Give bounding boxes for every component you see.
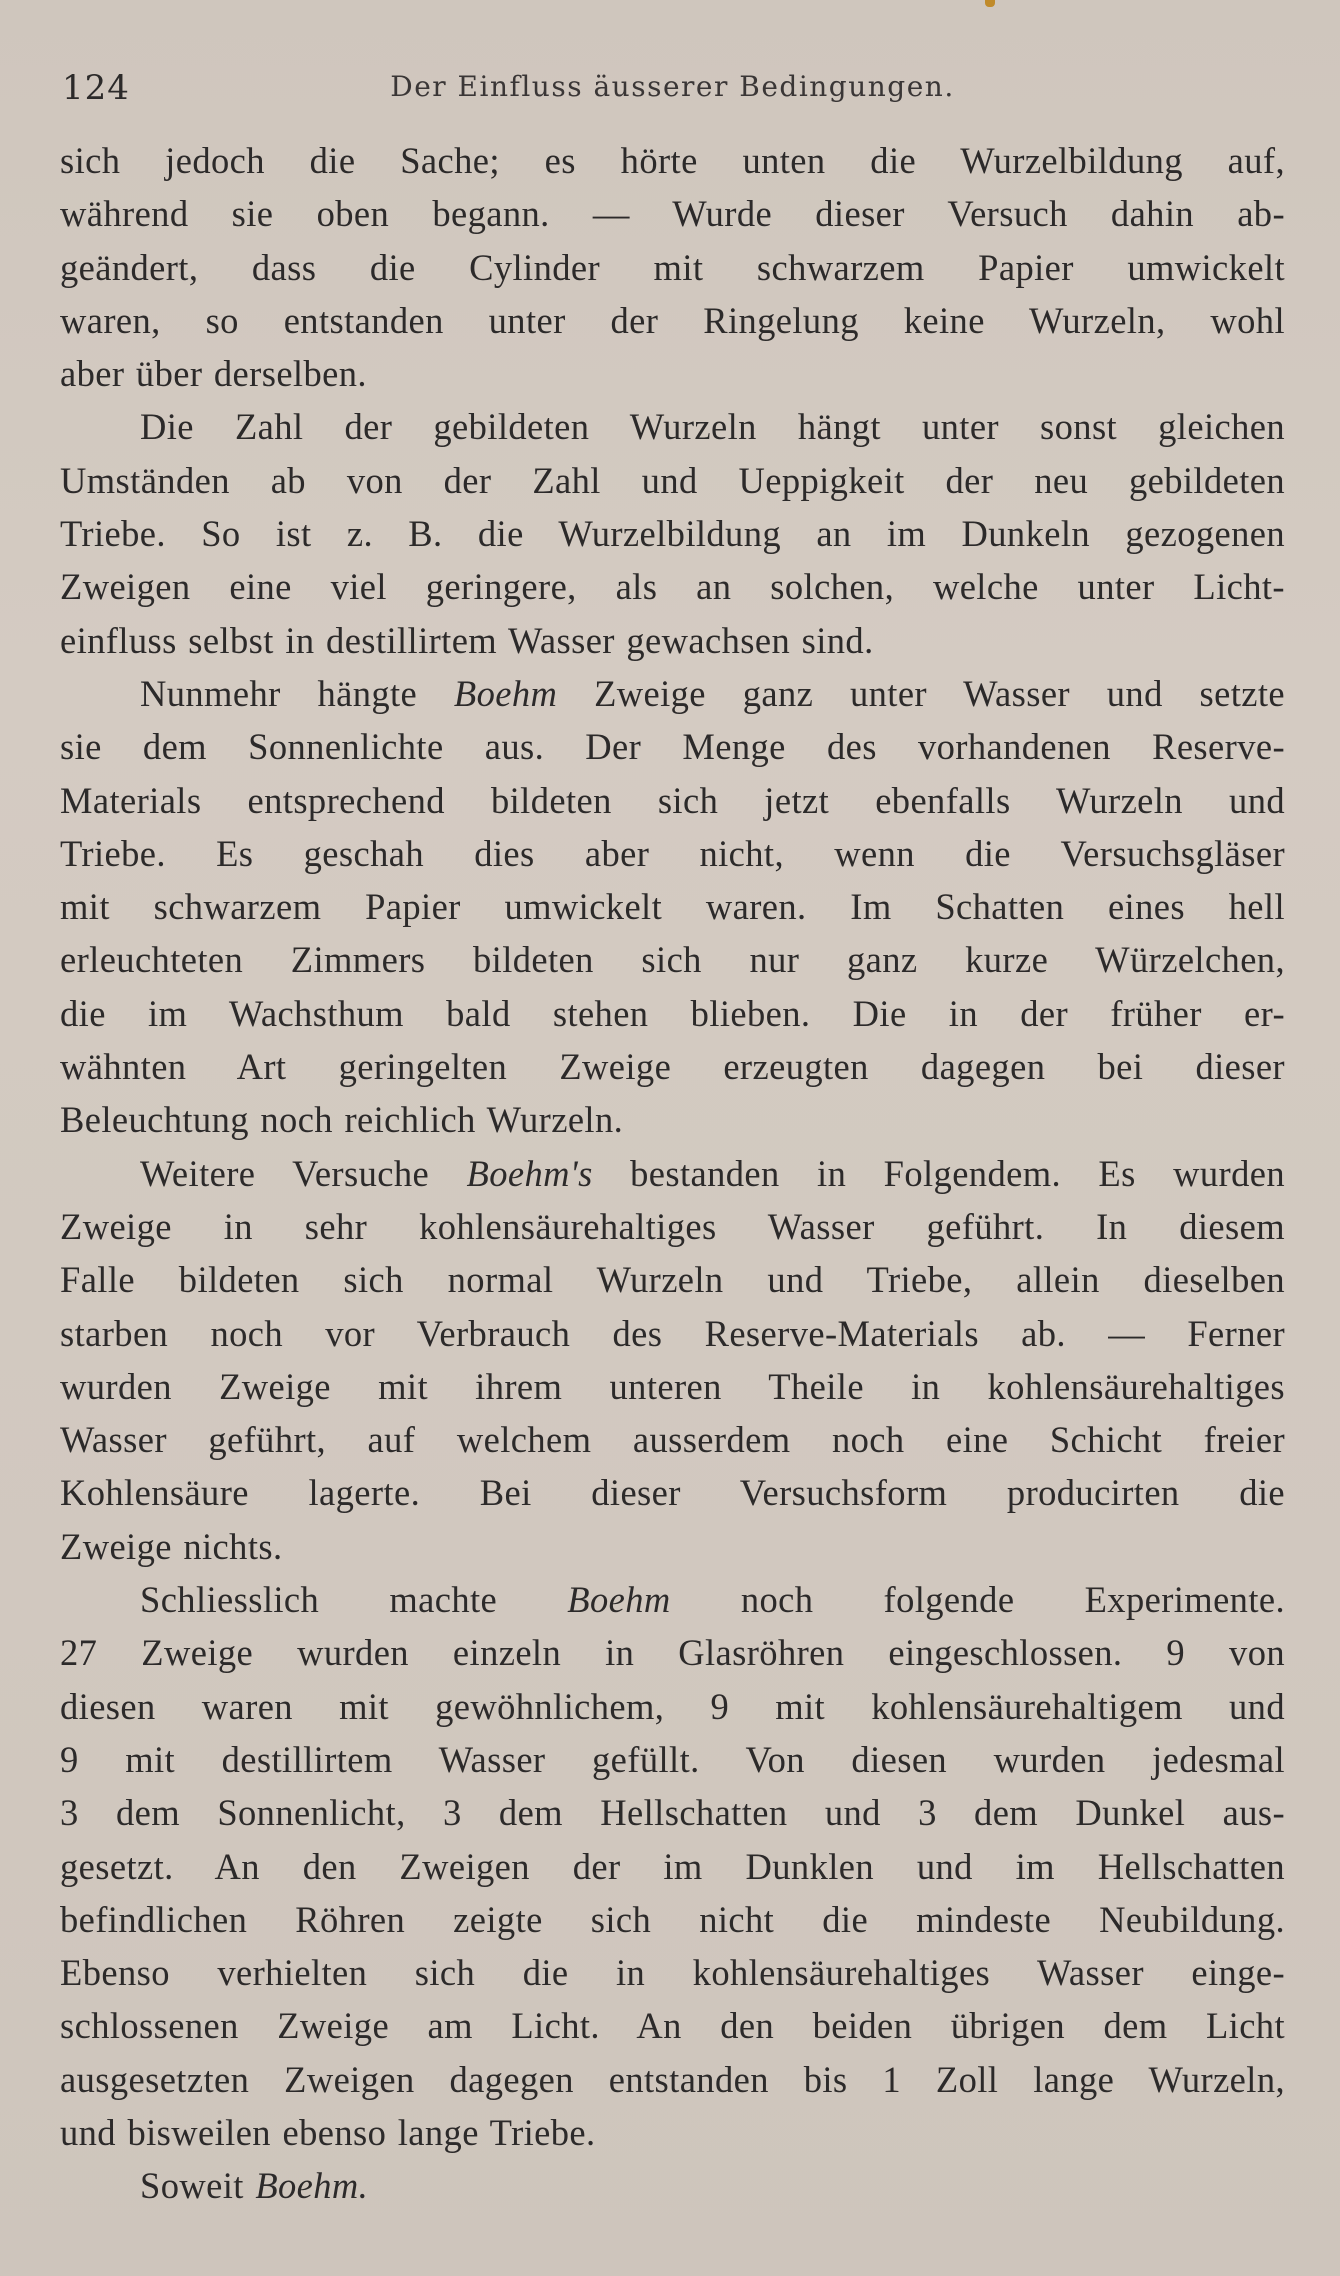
text-run: 27 Zweige wurden einzeln in Glasröhren eingeschlossen. 9 von [60,1632,1285,1674]
italic-name: Boehm [453,672,558,714]
paragraph [60,2159,1285,2212]
paragraph [60,1573,1285,2159]
text-run: erleuchteten Zimmers bildeten sich nur ganz kurze Würzelchen, [60,939,1285,981]
text-run: Soweit [140,2165,256,2207]
text-line [60,454,1285,507]
text-run: Ebenso verhielten sich die in kohlensäurehaltiges Wasser einge- [60,1952,1285,1994]
text-run: während sie oben begann. — Wurde dieser Versuch dahin ab- [60,193,1285,235]
italic-name: Boehm's [466,1152,593,1194]
text-line [60,1999,1285,2052]
text-line [60,933,1285,986]
text-line [60,614,1285,667]
text-line [60,187,1285,240]
text-line [60,1573,1285,1626]
text-line [60,880,1285,933]
text-run: Zweige ganz unter Wasser und setzte [557,672,1285,714]
book-page [60,60,1285,2240]
text-line [60,294,1285,347]
text-run: aber über derselben. [60,353,367,395]
text-line [60,1626,1285,1679]
text-run: waren, so entstanden unter der Ringelung keine Wurzeln, wohl [60,299,1285,341]
text-run: geändert, dass die Cylinder mit schwarzem Papier umwickelt [60,246,1285,288]
text-run: bestanden in Folgendem. Es wurden [592,1152,1285,1194]
text-run: noch folgende Experimente. [670,1579,1285,1621]
text-line [60,1680,1285,1733]
text-line [60,1520,1285,1573]
text-run: Zweigen eine viel geringere, als an solchen, welche unter Licht- [60,566,1285,608]
text-line [60,827,1285,880]
text-line [60,400,1285,453]
text-run: wurden Zweige mit ihrem unteren Theile in kohlensäurehaltiges [60,1365,1285,1407]
text-line [60,1840,1285,1893]
text-run: Materials entsprechend bildeten sich jetzt ebenfalls Wurzeln und [60,779,1285,821]
text-run: Nunmehr hängte [140,672,454,714]
text-run: Schliesslich machte [140,1579,568,1621]
text-line [60,1307,1285,1360]
text-run: Die Zahl der gebildeten Wurzeln hängt unter sonst gleichen [140,406,1285,448]
text-run: die im Wachsthum bald stehen blieben. Die in der früher er- [60,992,1285,1034]
text-line [60,2053,1285,2106]
text-line [60,1413,1285,1466]
text-line [60,1040,1285,1093]
text-run: Zweige in sehr kohlensäurehaltiges Wasser geführt. In diesem [60,1205,1285,1247]
text-run: ausgesetzten Zweigen dagegen entstanden bis 1 Zoll lange Wurzeln, [60,2058,1285,2100]
text-run: Kohlensäure lagerte. Bei dieser Versuchsform producirten die [60,1472,1285,1514]
text-run: Zweige nichts. [60,1525,283,1567]
italic-name: Boehm [567,1579,671,1621]
running-title: Der Einfluss äusserer Bedingungen. [390,70,955,103]
text-line [60,774,1285,827]
text-run: befindlichen Röhren zeigte sich nicht die mindeste Neubildung. [60,1898,1285,1940]
text-run: Umständen ab von der Zahl und Ueppigkeit der neu gebildeten [60,459,1285,501]
paragraph [60,134,1285,400]
paragraph [60,1147,1285,1573]
text-run: Weitere Versuche [140,1152,467,1194]
text-run: mit schwarzem Papier umwickelt waren. Im Schatten eines hell [60,886,1285,928]
text-run: schlossenen Zweige am Licht. An den beiden übrigen dem Licht [60,2005,1285,2047]
text-run: diesen waren mit gewöhnlichem, 9 mit kohlensäurehaltigem und [60,1685,1285,1727]
text-run: sie dem Sonnenlichte aus. Der Menge des vorhandenen Reserve- [60,726,1285,768]
italic-name: Boehm. [255,2165,369,2207]
text-run: gesetzt. An den Zweigen der im Dunklen und im Hellschatten [60,1845,1285,1887]
text-run: starben noch vor Verbrauch des Reserve-Materials ab. — Ferner [60,1312,1285,1354]
text-line [60,507,1285,560]
text-line [60,1946,1285,1999]
text-run: Wasser geführt, auf welchem ausserdem noch eine Schicht freier [60,1419,1285,1461]
text-line [60,1733,1285,1786]
text-run: Triebe. So ist z. B. die Wurzelbildung an im Dunkeln gezogenen [60,513,1285,555]
text-run: Triebe. Es geschah dies aber nicht, wenn die Versuchsgläser [60,832,1285,874]
paragraph [60,667,1285,1147]
text-line [60,1147,1285,1200]
text-line [60,134,1285,187]
text-line [60,1253,1285,1306]
text-run: wähnten Art geringelten Zweige erzeugten dagegen bei dieser [60,1046,1285,1088]
text-line [60,1200,1285,1253]
paragraph [60,400,1285,666]
running-head [60,60,1285,120]
text-line [60,1360,1285,1413]
text-run: sich jedoch die Sache; es hörte unten die Wurzelbildung auf, [60,140,1285,181]
text-line [60,560,1285,613]
text-run: 3 dem Sonnenlicht, 3 dem Hellschatten und 3 dem Dunkel aus- [60,1792,1285,1834]
text-line [60,2159,1285,2212]
text-line [60,667,1285,720]
text-line [60,2106,1285,2159]
text-line [60,720,1285,773]
text-line [60,1786,1285,1839]
text-line [60,1466,1285,1519]
text-line [60,1093,1285,1146]
text-line [60,987,1285,1040]
text-line [60,241,1285,294]
text-run: und bisweilen ebenso lange Triebe. [60,2111,596,2153]
text-run: Falle bildeten sich normal Wurzeln und Triebe, allein dieselben [60,1259,1285,1301]
body-text [60,134,1285,2213]
text-line [60,1893,1285,1946]
text-line [60,347,1285,400]
ink-mark [985,0,995,7]
page-number: 124 [62,68,130,108]
text-run: Beleuchtung noch reichlich Wurzeln. [60,1099,624,1141]
text-run: 9 mit destillirtem Wasser gefüllt. Von diesen wurden jedesmal [60,1738,1285,1780]
text-run: einfluss selbst in destillirtem Wasser gewachsen sind. [60,619,874,661]
